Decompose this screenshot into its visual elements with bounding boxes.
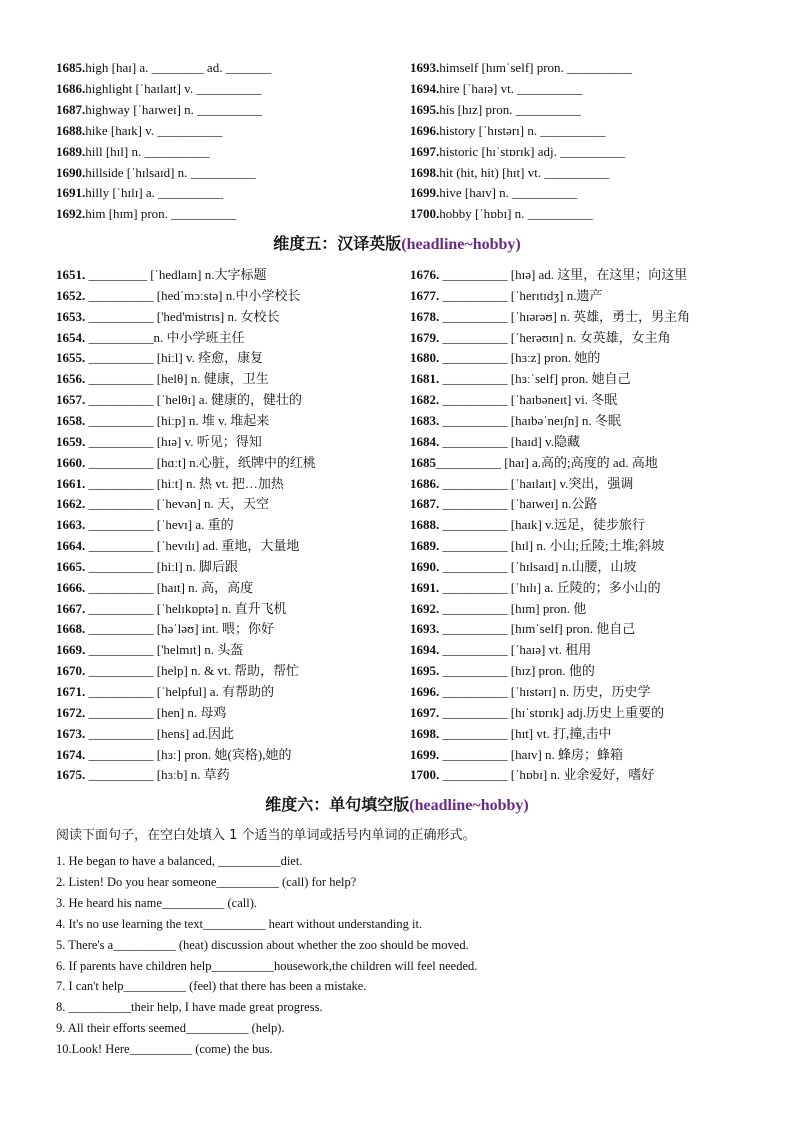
translation-entry: 1692. __________ [hɪm] pron. 他 [410, 600, 587, 616]
vocab-entry: 1695.his [hɪz] pron. __________ [410, 101, 581, 117]
vocab-entry: 1693.himself [hɪmˈself] pron. __________ [410, 60, 633, 75]
fill-in-sentence: 7. I can't help__________ (feel) that there has been a mistake. [56, 979, 367, 994]
vocab-entry: 1691.hilly [ˈhɪlɪ] a. __________ [56, 185, 224, 201]
vocab-entry: 1699.hive [haɪv] n. __________ [410, 185, 578, 201]
fill-in-sentence: 10.Look! Here__________ (come) the bus. [56, 1042, 273, 1057]
translation-entry: 1672. __________ [hen] n. 母鸡 [56, 704, 227, 720]
translation-entry: 1652. __________ [hedˈmɔːstə] n.中小学校长 [56, 287, 301, 303]
vocab-entry: 1694.hire [ˈhaɪə] vt. __________ [410, 80, 583, 96]
translation-entry: 1664. __________ [ˈhevɪlɪ] ad. 重地，大量地 [56, 538, 300, 554]
vocab-entry: 1688.hike [haɪk] v. __________ [56, 122, 223, 138]
translation-entry: 1691. __________ [ˈhɪlɪ] a. 丘陵的；多小山的 [410, 579, 661, 595]
translation-entry: 1673. __________ [hens] ad.因此 [56, 725, 235, 741]
translation-entry: 1686. __________ [ˈhaɪlaɪt] v.突出，强调 [410, 475, 634, 491]
translation-entry: 1700. __________ [ˈhɒbɪ] n. 业余爱好，嗜好 [410, 767, 655, 783]
translation-entry: 1697. __________ [hɪˈstɒrɪk] adj.历史上重要的 [410, 704, 665, 720]
translation-entry: 1677. __________ [ˈherɪtɪdʒ] n.遗产 [410, 287, 603, 303]
fill-in-sentence: 8. __________their help, I have made great progress. [56, 1000, 323, 1015]
heading-5-chinese: 维度五：汉译英版 [273, 236, 402, 253]
translation-entry: 1675. __________ [hɜːb] n. 草药 [56, 767, 230, 783]
vocab-entry: 1685.high [haɪ] a. ________ ad. _______ [56, 60, 272, 75]
translation-entry: 1690. __________ [ˈhɪlsaɪd] n.山腰，山坡 [410, 558, 637, 574]
translation-entry: 1689. __________ [hɪl] n. 小山;丘陵;土堆;斜坡 [410, 538, 665, 554]
translation-entry: 1678. __________ [ˈhɪərəʊ] n. 英雄，勇士，男主角 [410, 308, 691, 324]
translation-entry: 1679. __________ [ˈherəʊɪn] n. 女英雄，女主角 [410, 329, 671, 345]
vocab-entry: 1690.hillside [ˈhɪlsaɪd] n. __________ [56, 164, 256, 180]
section-heading-dimension-6 [0, 794, 794, 818]
translation-entry: 1671. __________ [ˈhelpful] a. 有帮助的 [56, 684, 275, 699]
translation-entry: 1699. __________ [haɪv] n. 蜂房；蜂箱 [410, 746, 624, 762]
vocab-entry: 1687.highway [ˈhaɪweɪ] n. __________ [56, 101, 263, 117]
fill-in-sentence: 9. All their efforts seemed__________ (help). [56, 1021, 285, 1036]
translation-entry: 1683. __________ [haɪbəˈneɪʃn] n. 冬眠 [410, 412, 621, 428]
translation-entry: 1660. __________ [hɑːt] n.心脏，纸牌中的红桃 [56, 454, 316, 470]
vocab-entry: 1698.hit (hit, hit) [hɪt] vt. __________ [410, 164, 610, 180]
heading-6-range: (headline~hobby) [409, 797, 529, 814]
instruction-text: 阅读下面句子，在空白处填入 1 个适当的单词或括号内单词的正确形式。 [56, 828, 476, 843]
fill-in-sentence: 6. If parents have children help__________housework,the children will feel needed. [56, 958, 478, 973]
translation-entry: 1688. __________ [haɪk] v.远足，徒步旅行 [410, 517, 645, 533]
translation-entry: 1661. __________ [hiːt] n. 热 vt. 把…加热 [56, 475, 284, 491]
translation-entry: 1657. __________ [ˈhelθɪ] a. 健康的，健壮的 [56, 392, 302, 408]
translation-entry: 1667. __________ [ˈhelɪkɒptə] n. 直升飞机 [56, 600, 287, 616]
translation-entry: 1682. __________ [ˈhaɪbəneɪt] vi. 冬眠 [410, 392, 618, 408]
translation-entry: 1695. __________ [hɪz] pron. 他的 [410, 663, 595, 679]
fill-in-sentence: 2. Listen! Do you hear someone__________ (call) for help? [56, 874, 357, 889]
translation-entry: 1696. __________ [ˈhɪstərɪ] n. 历史，历史学 [410, 684, 651, 699]
fill-in-sentence: 5. There's a__________ (heat) discussion about whether the zoo should be moved. [56, 937, 469, 952]
section-heading-dimension-5 [0, 233, 794, 257]
translation-entry: 1654. __________n. 中小学班主任 [56, 329, 245, 345]
translation-entry: 1653. __________ ['hed'mistrɪs] n. 女校长 [56, 308, 280, 324]
fill-in-sentence: 4. It's no use learning the text__________ heart without understanding it. [56, 916, 423, 931]
translation-entry: 1676. __________ [hɪə] ad. 这里，在这里；向这里 [410, 267, 688, 282]
vocab-entry: 1700.hobby [ˈhɒbɪ] n. __________ [410, 206, 593, 222]
vocab-entry: 1692.him [hɪm] pron. __________ [56, 206, 237, 222]
vocab-entry: 1689.hill [hɪl] n. __________ [56, 143, 210, 159]
translation-entry: 1694. __________ [ˈhaɪə] vt. 租用 [410, 642, 592, 658]
translation-entry: 1687. __________ [ˈhaɪweɪ] n.公路 [410, 496, 598, 512]
translation-entry: 1670. __________ [help] n. & vt. 帮助，帮忙 [56, 663, 300, 679]
vocab-entry: 1696.history [ˈhɪstərɪ] n. __________ [410, 122, 606, 138]
translation-entry: 1666. __________ [haɪt] n. 高，高度 [56, 579, 254, 595]
translation-entry: 1662. __________ [ˈhevən] n. 天，天空 [56, 496, 270, 512]
heading-5-range: (headline~hobby) [401, 236, 521, 253]
translation-entry: 1698. __________ [hɪt] vt. 打,撞,击中 [410, 725, 612, 741]
translation-entry: 1680. __________ [hɜːz] pron. 她的 [410, 350, 601, 366]
translation-entry: 1665. __________ [hiːl] n. 脚后跟 [56, 558, 238, 574]
vocab-entry: 1686.highlight [ˈhaɪlaɪt] v. __________ [56, 80, 262, 96]
translation-entry: 1655. __________ [hiːl] v. 痊愈，康复 [56, 350, 264, 366]
translation-entry: 1668. __________ [həˈləʊ] int. 喂；你好 [56, 621, 274, 637]
translation-entry: 1656. __________ [helθ] n. 健康，卫生 [56, 371, 269, 387]
fill-in-sentence: 3. He heard his name__________ (call). [56, 895, 257, 910]
translation-entry: 1693. __________ [hɪmˈself] pron. 他自己 [410, 621, 636, 637]
translation-entry: 1681. __________ [hɜːˈself] pron. 她自己 [410, 371, 631, 387]
translation-entry: 1658. __________ [hiːp] n. 堆 v. 堆起来 [56, 412, 270, 428]
translation-entry: 1684. __________ [haɪd] v.隐藏 [410, 433, 580, 449]
translation-entry: 1685__________ [haɪ] a.高的;高度的 ad. 高地 [410, 454, 658, 470]
translation-entry: 1659. __________ [hɪə] v. 听见；得知 [56, 433, 262, 449]
translation-entry: 1674. __________ [hɜː] pron. 她(宾格),她的 [56, 746, 292, 762]
heading-6-chinese: 维度六：单句填空版 [265, 797, 410, 814]
translation-entry: 1663. __________ [ˈhevɪ] a. 重的 [56, 517, 234, 533]
fill-in-sentence: 1. He began to have a balanced, __________diet. [56, 854, 303, 868]
translation-entry: 1669. __________ ['helmɪt] n. 头盔 [56, 642, 244, 658]
vocab-entry: 1697.historic [hɪˈstɒrɪk] adj. __________ [410, 143, 626, 159]
translation-entry: 1651. _________ [ˈhedlaɪn] n.大字标题 [56, 267, 267, 282]
